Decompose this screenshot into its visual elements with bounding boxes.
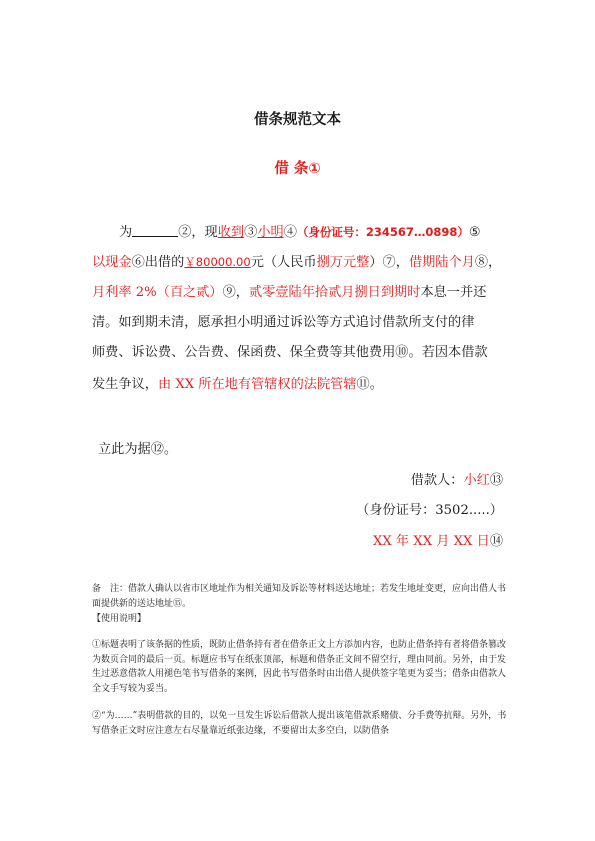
document-title: 借条规范文本 [254,112,341,128]
text: ）⑦， [369,255,409,270]
usage-item-1: ①标题表明了该条据的性质，既防止借条持有者在借条正文上方添加内容，也防止借条持有者将借条篡改为数页合同的最后一页。标题应书写在纸张顶部，标题和借条正文间不留空行，理由同前。另外，由于发生过恶意借款人用褪色笔书写借条的案例，因此书写借条时由出借人提供签字笔更为妥当；借条由借款人全文手写较为妥当。 [92,640,507,694]
body-line-1 [0,221,595,240]
text: 为 [119,225,133,240]
payment-method: 以现金 [92,255,132,270]
text: ④ [283,225,297,240]
body-line-2 [0,251,595,270]
usage-item-2: ②“为……”表明借款的目的，以免一旦发生诉讼后借款人提出该笔借款系赌债、分手费等抗辩。另外，书写借条正文时应注意左右尽量靠近纸张边缘，不要留出太多空白，以防借条 [92,711,507,736]
purpose-blank[interactable] [132,224,178,237]
text: ⑤ [468,225,481,240]
loan-term: 借期陆个月 [408,255,475,270]
remark-note: 备 注：借款人确认以省市区地址作为相关通知及诉讼等材料送达地址；若发生地址变更，应向出借人书面提供新的送达地址⑮。 [92,584,507,609]
text: 元（人民币 [250,255,317,270]
date-mark: ⑭ [489,534,503,549]
usage-header: 【使用说明】 [92,614,147,624]
body-line-6 [0,373,595,392]
borrower-label: 借款人： [410,473,464,488]
text: ③ [244,225,258,240]
amount-in-words: 捌万元整 [316,255,370,270]
jurisdiction: 由 XX 所在地有管辖权的法院管辖 [157,377,357,392]
text: ⑪。 [356,377,383,392]
text: ⑧， [474,255,502,270]
document-subtitle: 借 条① [274,161,321,177]
borrower-id: （身份证号：3502.....） [356,503,503,518]
text: 发生争议， [92,377,158,392]
basis-statement: 立此为据⑫。 [98,442,178,457]
interest-rate: 月利率 2%（百之贰） [92,285,223,300]
due-date: 贰零壹陆年拾贰月捌日到期时 [249,285,421,300]
borrower-mark: ⑬ [489,473,503,488]
body-line-3 [0,281,595,300]
borrower-name: 小红 [463,473,490,488]
text: ⑨， [222,285,249,300]
loan-amount: ￥80000.00 [184,255,251,269]
borrower-line [411,469,503,488]
text: 本息一并还 [420,285,487,300]
date-line [373,530,503,549]
body-line-5: 师费、诉讼费、公告费、保函费、保全费等其他费用⑩。若因本借款 [92,345,488,360]
lender-name: 小明 [257,225,284,240]
lender-id: （身份证号：234567…0898） [296,225,469,239]
date-value: XX 年 XX 月 XX 日 [372,534,490,549]
body-line-4: 清。如到期未清，愿承担小明通过诉讼等方式追讨借款所支付的律 [92,315,475,330]
received-text: 收到 [217,225,245,240]
text: ⑥出借的 [131,255,185,270]
text: ②，现 [178,225,218,240]
